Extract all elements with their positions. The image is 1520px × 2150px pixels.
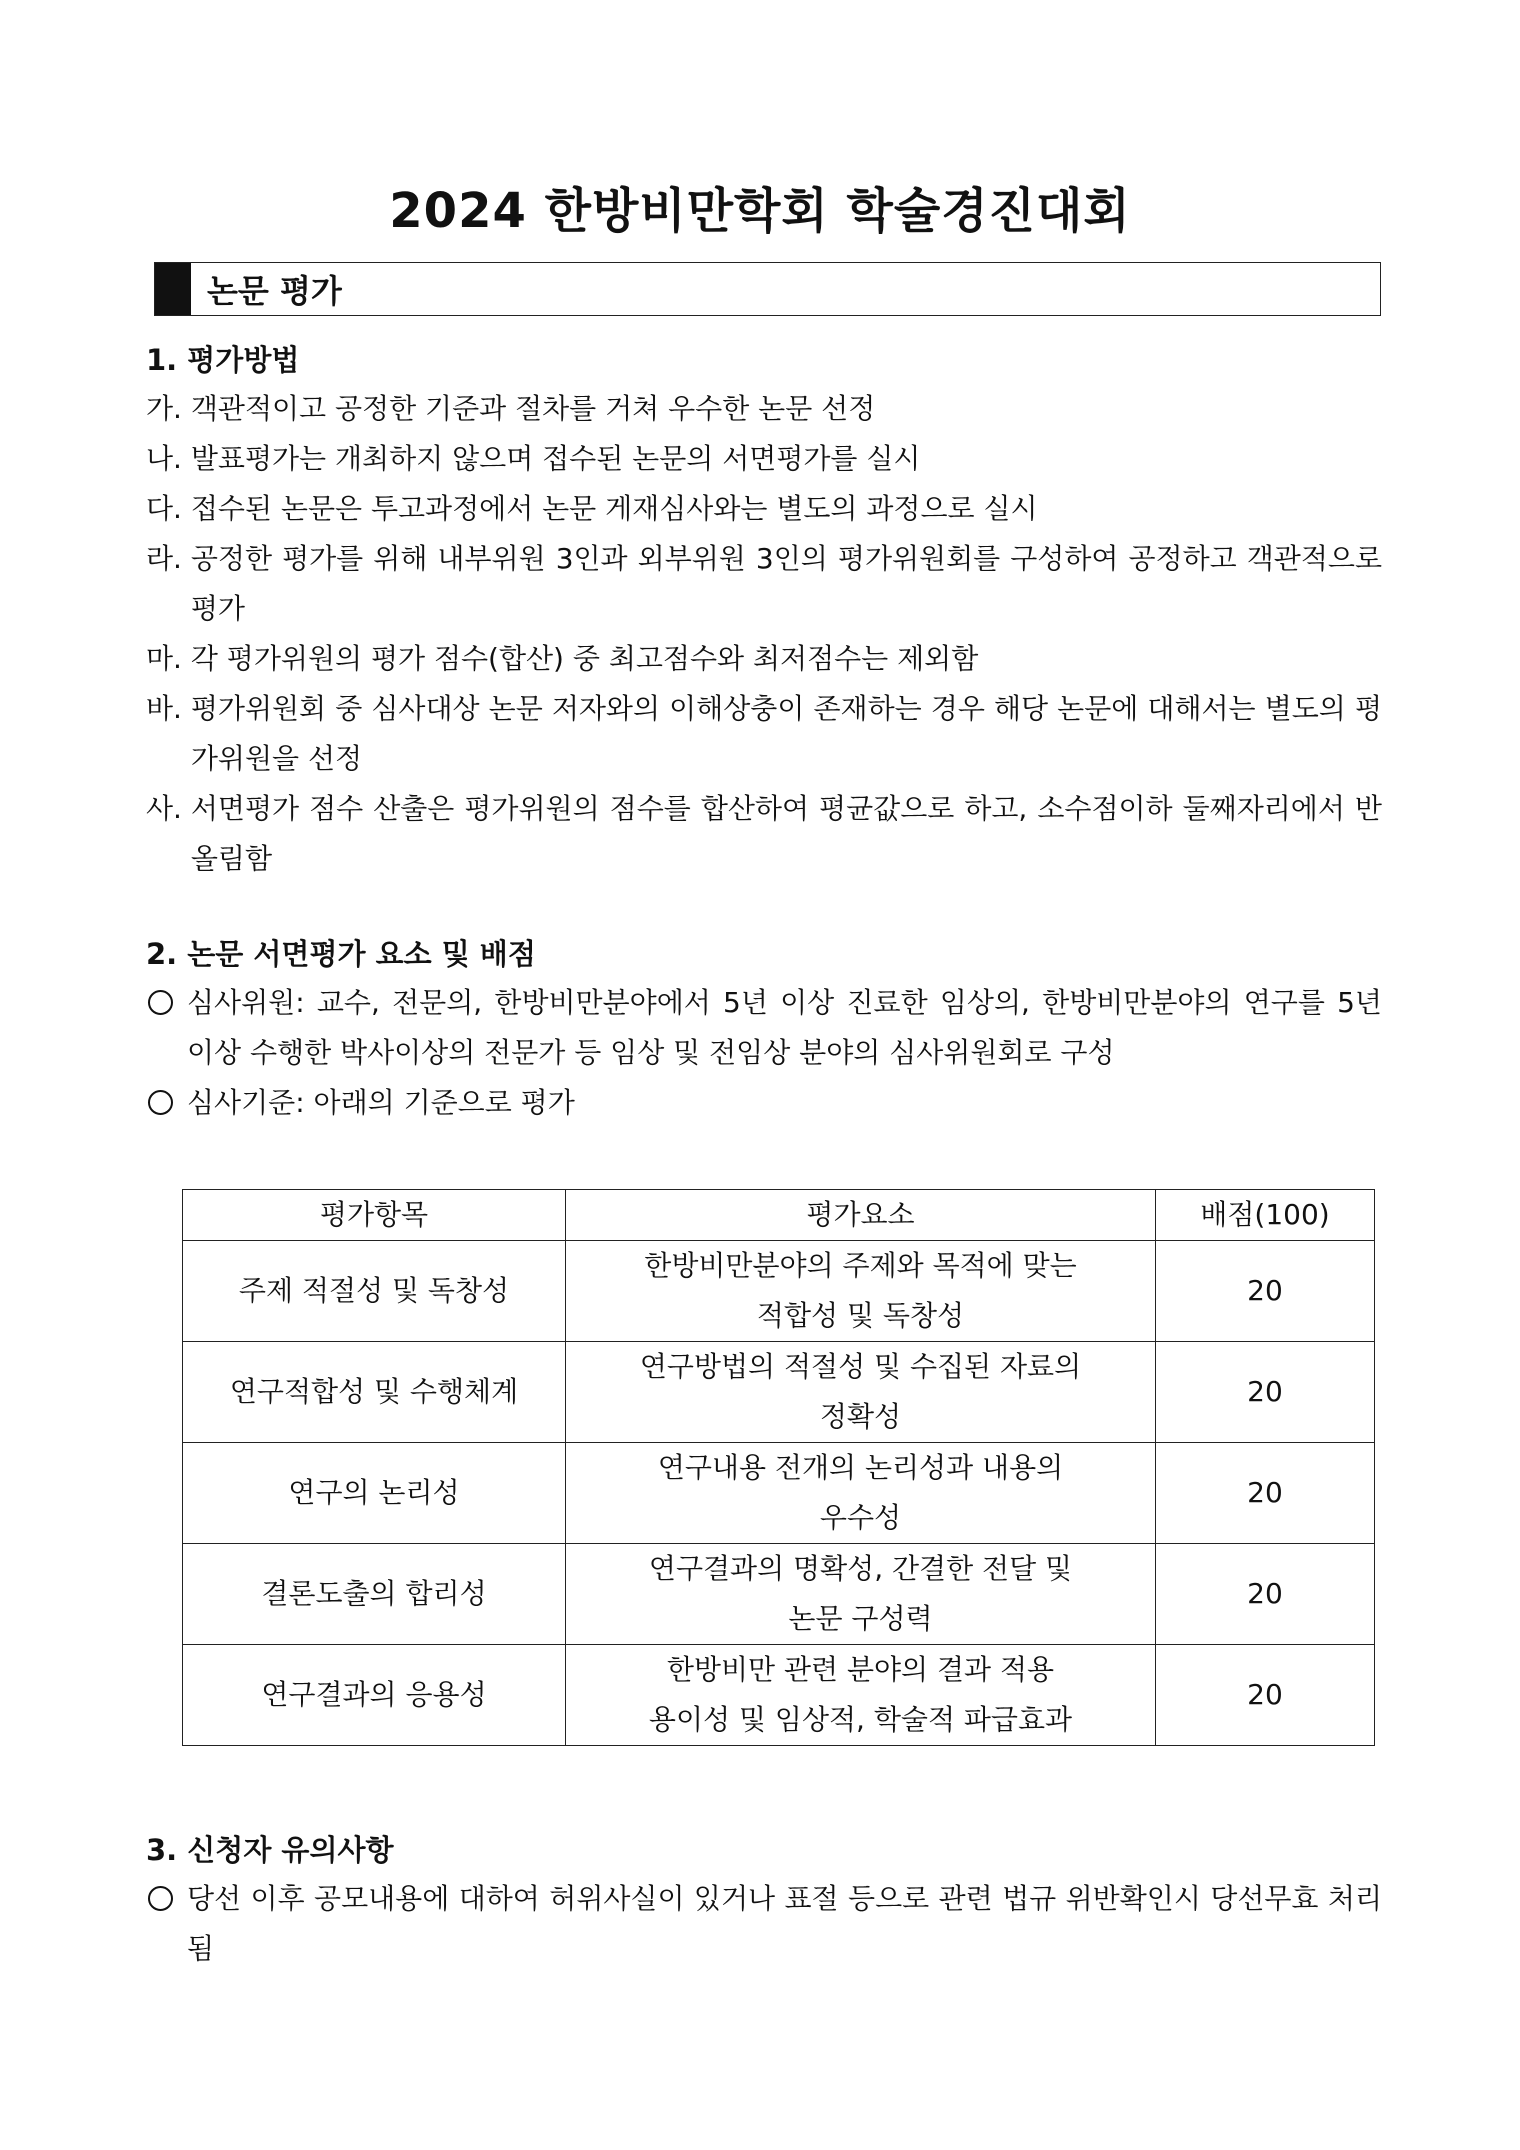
- list-item-text: 심사기준: 아래의 기준으로 평가: [187, 1086, 575, 1119]
- list-item-text: 서면평가 점수 산출은 평가위원의 점수를 합산하여 평균값으로 하고, 소수점이하 둘째자리에서 반올림함: [190, 792, 1382, 875]
- table-cell-line: 한방비만 관련 분야의 결과 적용: [666, 1653, 1055, 1686]
- list-item: [146, 634, 1382, 684]
- list-item-text: 평가위원회 중 심사대상 논문 저자와의 이해상충이 존재하는 경우 해당 논문에 대해서는 별도의 평가위원을 선정: [190, 692, 1382, 775]
- table-cell-score: 20: [1156, 1443, 1375, 1544]
- list-item-text: 객관적이고 공정한 기준과 절차를 거쳐 우수한 논문 선정: [190, 392, 876, 425]
- list-item-label: 가.: [146, 392, 191, 425]
- list-item-label: 바.: [146, 692, 191, 725]
- table-cell-line: 우수성: [819, 1501, 902, 1534]
- table-cell-score: 20: [1156, 1544, 1375, 1645]
- list-item-label: 나.: [146, 442, 191, 475]
- table-cell-element: [566, 1443, 1156, 1544]
- table-cell-score: 20: [1156, 1241, 1375, 1342]
- list-item: [146, 1078, 1382, 1128]
- list-item-label: 사.: [146, 792, 191, 825]
- table-cell-line: 정확성: [819, 1400, 902, 1433]
- section-heading: 3. 신청자 유의사항: [146, 1833, 394, 1867]
- table-cell-score: 20: [1156, 1645, 1375, 1746]
- section-heading: 1. 평가방법: [146, 343, 300, 377]
- section-applicant-notes: [146, 1826, 1382, 1974]
- list-item-text: 접수된 논문은 투고과정에서 논문 게재심사와는 별도의 과정으로 실시: [190, 492, 1038, 525]
- table-cell-score: 20: [1156, 1342, 1375, 1443]
- table-cell-line: 용이성 및 임상적, 학술적 파급효과: [648, 1703, 1073, 1736]
- table-row: [183, 1645, 1375, 1746]
- table-cell-line: 연구내용 전개의 논리성과 내용의: [657, 1451, 1064, 1484]
- section-scoring: [146, 930, 1382, 1128]
- list-item-text: 당선 이후 공모내용에 대하여 허위사실이 있거나 표절 등으로 관련 법규 위반확인시 당선무효 처리됨: [187, 1882, 1382, 1965]
- table-header-cell: 평가항목: [183, 1190, 566, 1241]
- circle-bullet-icon: [148, 1090, 173, 1115]
- list-item-label: 다.: [146, 492, 191, 525]
- list-item-label: 라.: [146, 542, 191, 575]
- list-item: [146, 484, 1382, 534]
- table-cell-element: [566, 1342, 1156, 1443]
- table-cell-line: 연구방법의 적절성 및 수집된 자료의: [639, 1350, 1082, 1383]
- list-item: [146, 978, 1382, 1078]
- table-cell-item: 연구적합성 및 수행체계: [183, 1342, 566, 1443]
- table-cell-line: 적합성 및 독창성: [756, 1299, 965, 1332]
- list-item: [146, 684, 1382, 784]
- section-heading: 2. 논문 서면평가 요소 및 배점: [146, 937, 536, 971]
- section-marker-block: [155, 263, 191, 315]
- table-row: [183, 1443, 1375, 1544]
- table-header-cell: 평가요소: [566, 1190, 1156, 1241]
- section-header-title: 논문 평가: [207, 272, 342, 310]
- list-item-label: 마.: [146, 642, 191, 675]
- table-row: [183, 1544, 1375, 1645]
- table-header-row: [183, 1190, 1375, 1241]
- table-cell-item: 주제 적절성 및 독창성: [183, 1241, 566, 1342]
- circle-bullet-icon: [148, 1886, 173, 1911]
- list-item-text: 공정한 평가를 위해 내부위원 3인과 외부위원 3인의 평가위원회를 구성하여 공정하고 객관적으로 평가: [190, 542, 1382, 625]
- table-cell-item: 결론도출의 합리성: [183, 1544, 566, 1645]
- table-cell-element: [566, 1241, 1156, 1342]
- evaluation-criteria-table: [182, 1189, 1375, 1746]
- table-cell-item: 연구결과의 응용성: [183, 1645, 566, 1746]
- list-item-text: 심사위원: 교수, 전문의, 한방비만분야에서 5년 이상 진료한 임상의, 한방비만분야의 연구를 5년 이상 수행한 박사이상의 전문가 등 임상 및 전임상 분야의 심사위원회로 구성: [187, 986, 1382, 1069]
- list-item: [146, 384, 1382, 434]
- list-item: [146, 434, 1382, 484]
- list-item-text: 발표평가는 개최하지 않으며 접수된 논문의 서면평가를 실시: [190, 442, 921, 475]
- section-header-box: [154, 262, 1381, 316]
- list-item: [146, 1874, 1382, 1974]
- list-item: [146, 534, 1382, 634]
- table-cell-line: 논문 구성력: [788, 1602, 933, 1635]
- table-cell-line: 한방비만분야의 주제와 목적에 맞는: [644, 1249, 1077, 1282]
- list-item: [146, 784, 1382, 884]
- circle-bullet-icon: [148, 990, 173, 1015]
- table-cell-item: 연구의 논리성: [183, 1443, 566, 1544]
- table-cell-line: 연구결과의 명확성, 간결한 전달 및: [648, 1552, 1073, 1585]
- list-item-text: 각 평가위원의 평가 점수(합산) 중 최고점수와 최저점수는 제외함: [190, 642, 979, 675]
- table-row: [183, 1342, 1375, 1443]
- section-evaluation-method: [146, 336, 1382, 884]
- table-header-cell: 배점(100): [1156, 1190, 1375, 1241]
- table-row: [183, 1241, 1375, 1342]
- table-cell-element: [566, 1544, 1156, 1645]
- table-cell-element: [566, 1645, 1156, 1746]
- document-title: 2024 한방비만학회 학술경진대회: [389, 183, 1131, 239]
